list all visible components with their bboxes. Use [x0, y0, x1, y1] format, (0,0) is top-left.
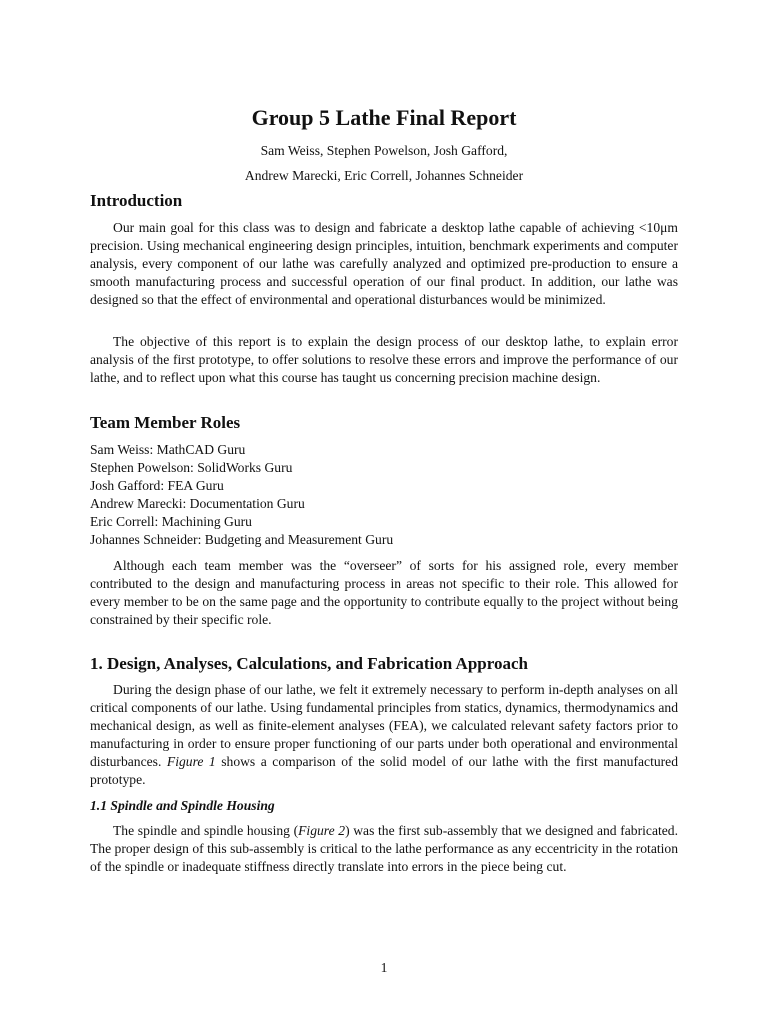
figure-1-reference: Figure 1 — [166, 754, 216, 769]
role-item: Andrew Marecki: Documentation Guru — [90, 496, 305, 511]
section-1-1-text-end: ) was the first sub-assembly that we designed and fabricated. The proper design of this sub-assembly is critical to the lathe performance as any eccentricity in the rotation of the spindle or inadequate stiffness directly translate into errors in the piece being cut. — [90, 823, 678, 874]
team-roles-list — [90, 441, 678, 549]
role-item: Stephen Powelson: SolidWorks Guru — [90, 460, 293, 475]
introduction-paragraph-2: The objective of this report is to explain the design process of our desktop lathe, to explain error analysis of the first prototype, to offer solutions to resolve these errors and improve the performance of our lathe, and to reflect upon what this course has taught us concerning precision machine design. — [90, 334, 678, 385]
section-1-text-before: During the design phase of our lathe, we felt it extremely necessary to perform in-depth analyses on all critical components of our lathe. Using fundamental principles from statics, dynamics, thermodynamics and mechanical design, as well as finite-element analyses (FEA), we calculated relevant safety factors prior to manufacturing in order to ensure proper functioning of our parts under both operational and environmental disturbances. — [90, 682, 678, 769]
introduction-paragraph-1: Our main goal for this class was to design and fabricate a desktop lathe capable of achieving <10μm precision. Using mechanical engineering design principles, intuition, benchmark experiments and computer analysis, every component of our lathe was carefully analyzed and optimized pre-production to ensure a smooth manufacturing process and successful operation of our final product. In addition, our lathe was designed so that the effect of environmental and operational disturbances would be minimized. — [90, 220, 678, 307]
section-1-paragraph — [90, 681, 678, 789]
author-list — [90, 138, 678, 188]
role-item: Sam Weiss: MathCAD Guru — [90, 442, 246, 457]
role-item: Josh Gafford: FEA Guru — [90, 478, 224, 493]
author-line-2: Andrew Marecki, Eric Correll, Johannes Schneider — [244, 168, 524, 183]
page-number: 1 — [380, 960, 388, 975]
section-1-1-text-start: The spindle and spindle housing ( — [113, 823, 299, 838]
section-1-1-paragraph — [90, 822, 678, 876]
role-item: Johannes Schneider: Budgeting and Measurement Guru — [90, 532, 394, 547]
section-1-1-heading: 1.1 Spindle and Spindle Housing — [90, 798, 275, 813]
figure-2-reference: Figure 2 — [298, 823, 346, 838]
section-1-text-after: shows a comparison of the solid model of our lathe with the first manufactured prototype. — [90, 754, 679, 787]
introduction-heading: Introduction — [90, 191, 183, 210]
report-title: Group 5 Lathe Final Report — [251, 105, 517, 130]
author-line-1: Sam Weiss, Stephen Powelson, Josh Gafford, — [260, 143, 508, 158]
team-roles-heading: Team Member Roles — [90, 413, 241, 432]
role-item: Eric Correll: Machining Guru — [90, 514, 252, 529]
section-1-heading: 1. Design, Analyses, Calculations, and Fabrication Approach — [90, 654, 528, 673]
team-roles-paragraph: Although each team member was the “overseer” of sorts for his assigned role, every member contributed to the design and manufacturing process in areas not specific to their role. This allowed for every member to be on the same page and the opportunity to contribute equally to the project without being constrained by their specific role. — [90, 558, 678, 627]
